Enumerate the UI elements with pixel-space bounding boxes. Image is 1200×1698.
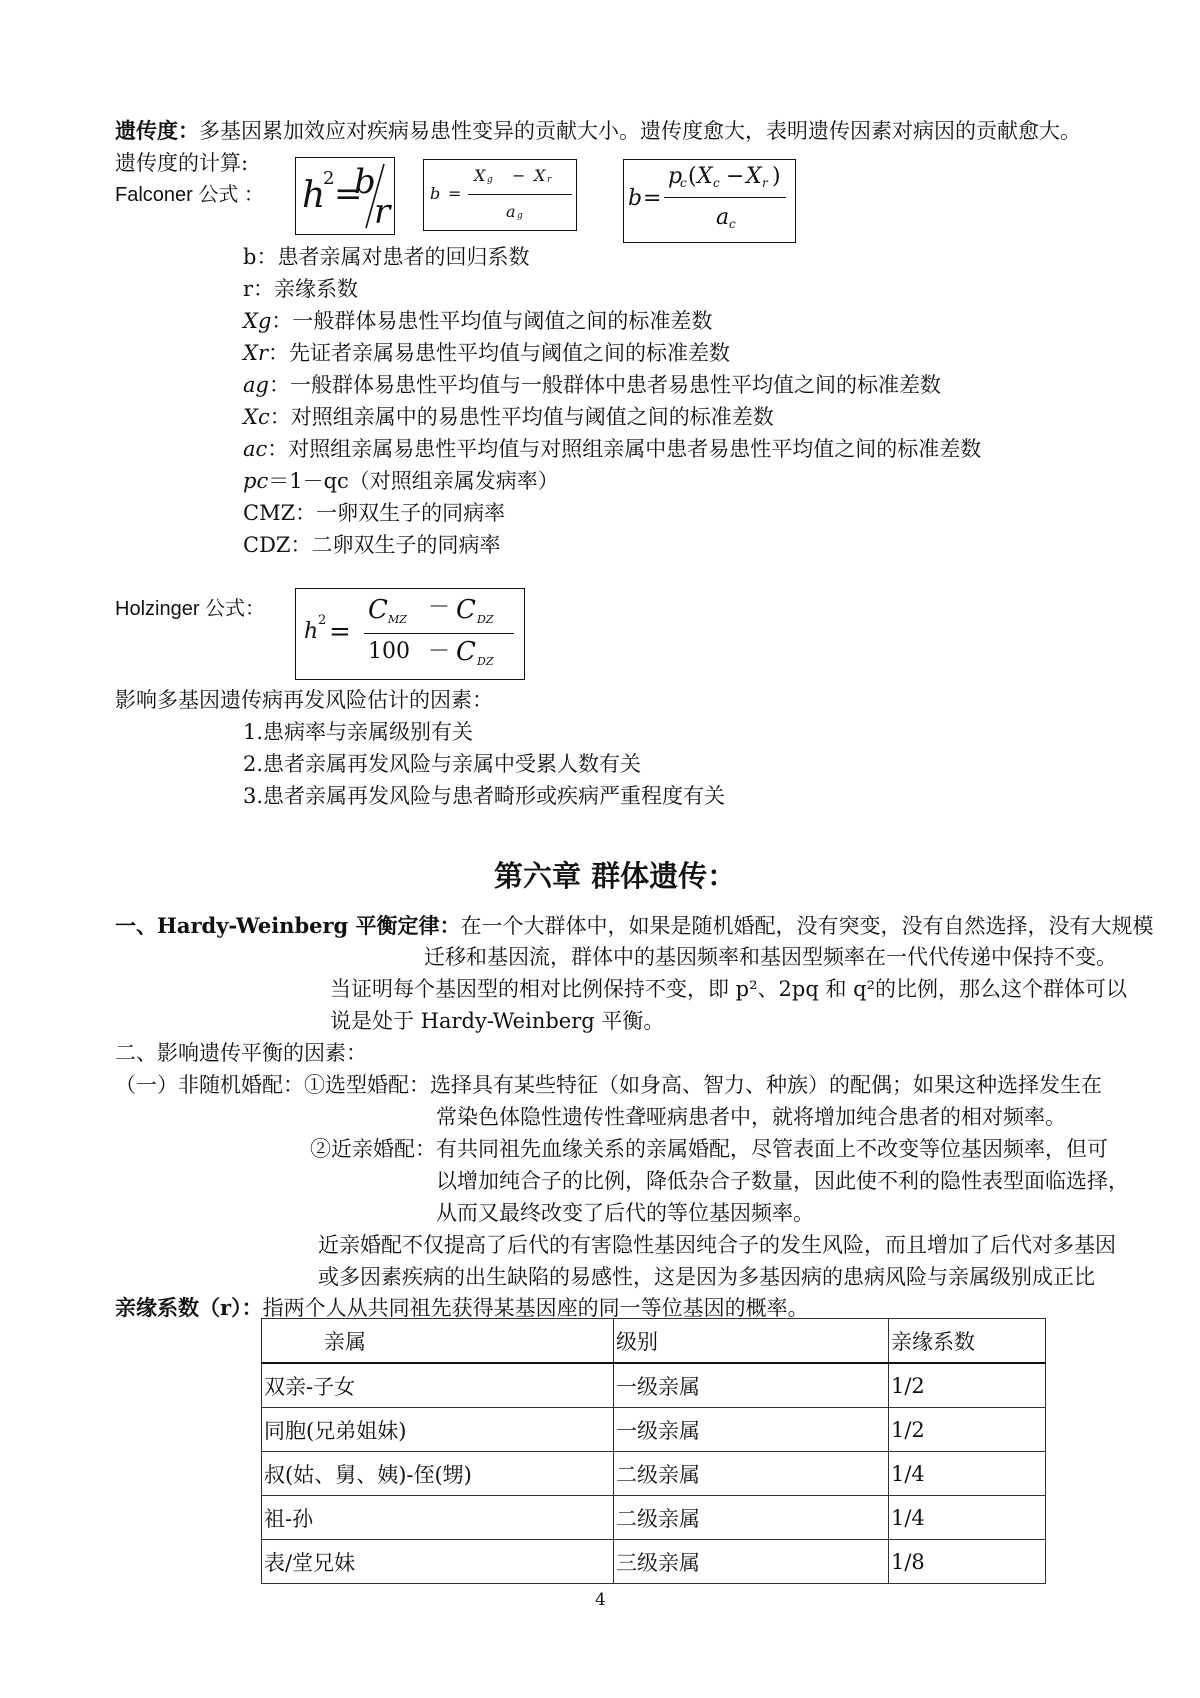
holzinger-label: Holzinger 公式：	[115, 598, 266, 620]
formula-heritability-box	[295, 157, 395, 235]
formula4-fraction-bar	[364, 633, 514, 634]
formula3-a: a	[716, 205, 730, 230]
definition-text: ：一卵双生子的同病率	[295, 501, 506, 525]
factor-item: 2.患者亲属再发风险与亲属中受累人数有关	[243, 752, 642, 776]
definition-text: ：一般群体易患性平均值与阈值之间的标准差数	[271, 309, 713, 333]
formula2-xg-sub: g	[487, 175, 493, 185]
definition-item	[243, 245, 529, 270]
definition-text: ：患者亲属对患者的回归系数	[256, 245, 530, 269]
formula-holzinger-box	[295, 588, 525, 680]
nonrandom-label: （一）非随机婚配：	[115, 1073, 304, 1097]
table-cell: 二级亲属	[614, 1496, 889, 1540]
table-header-cell: 亲属	[262, 1319, 614, 1364]
definition-text: ＝1－qc（对照组亲属发病率）	[268, 469, 559, 493]
definition-text: ：先证者亲属易患性平均值与阈值之间的标准差数	[268, 341, 730, 365]
definition-term: Xr	[243, 341, 268, 365]
definition-item	[243, 277, 358, 302]
table-cell: 双亲-子女	[262, 1363, 614, 1408]
formula3-xr-sub: r	[762, 176, 768, 190]
assortative-label: ①选型婚配：	[304, 1073, 430, 1097]
factors-heading: 影响多基因遗传病再发风险估计的因素：	[115, 688, 493, 712]
formula-control-box	[623, 159, 796, 243]
definition-term: ag	[243, 373, 269, 397]
hw-text-line3: 当证明每个基因型的相对比例保持不变，即 p²、2pq 和 q²的比例，那么这个群体可以	[330, 977, 1127, 1001]
page-number: 4	[595, 1590, 606, 1610]
table-row	[262, 1496, 1046, 1540]
calc-heading: 遗传度的计算:	[115, 151, 249, 175]
table-cell: 同胞(兄弟姐妹)	[262, 1408, 614, 1452]
formula4-c1-sub: MZ	[388, 613, 407, 626]
definition-text: ：二卵双生子的同病率	[290, 533, 501, 557]
formula3-xc: X	[697, 164, 713, 189]
table-cell: 二级亲属	[614, 1452, 889, 1496]
factor-item: 1.患病率与亲属级别有关	[243, 720, 474, 744]
formula2-minus: −	[512, 166, 526, 185]
definition-item	[243, 341, 730, 366]
table-cell: 1/4	[889, 1496, 1046, 1540]
formula3-eq: =	[643, 186, 662, 211]
assortative-text-line1: 选择具有某些特征（如身高、智力、种族）的配偶；如果这种选择发生在	[430, 1073, 1102, 1097]
heritability-label: 遗传度：	[115, 118, 199, 143]
kinship-text: 指两个人从共同祖先获得某基因座的同一等位基因的概率。	[262, 1296, 809, 1320]
definition-term: CMZ	[243, 501, 296, 525]
formula3-xr: X	[746, 164, 762, 189]
formula3-xc-sub: c	[713, 176, 720, 190]
definition-item	[243, 309, 712, 334]
table-row	[262, 1540, 1046, 1584]
formula3-p-sub: c	[680, 176, 687, 190]
formula1-num: b	[354, 162, 376, 202]
formula4-c3: C	[456, 637, 476, 667]
kinship-table	[261, 1318, 1046, 1584]
formula3-b: b	[628, 186, 643, 211]
definition-term: CDZ	[243, 533, 291, 557]
definition-term: ac	[243, 437, 268, 461]
table-header-cell: 级别	[614, 1319, 889, 1364]
formula4-c2-sub: DZ	[477, 613, 494, 626]
formula2-ag-sub: g	[517, 211, 523, 221]
assortative-text-line2: 常染色体隐性遗传性聋哑病患者中，就将增加纯合患者的相对频率。	[436, 1105, 1066, 1129]
table-cell: 祖-孙	[262, 1496, 614, 1540]
formula2-ag: a	[506, 202, 516, 221]
definition-term: Xc	[243, 405, 270, 429]
formula2-xr: X	[534, 166, 546, 185]
formula1-exp: 2	[323, 168, 335, 189]
table-header-row	[262, 1319, 1046, 1364]
hw-text-line4: 说是处于 Hardy-Weinberg 平衡。	[330, 1009, 665, 1033]
definition-term: r	[243, 277, 254, 301]
table-cell: 三级亲属	[614, 1540, 889, 1584]
formula3-close: )	[772, 164, 781, 189]
formula4-c3-sub: DZ	[477, 655, 494, 668]
factors2-heading: 二、影响遗传平衡的因素：	[115, 1041, 367, 1065]
formula3-fraction-bar	[664, 197, 786, 198]
formula2-fraction-bar	[468, 194, 572, 195]
table-cell: 1/2	[889, 1363, 1046, 1408]
formula3-minus: −	[726, 164, 745, 189]
consang-text-line2: 以增加纯合子的比例，降低杂合子数量，因此使不利的隐性表型面临选择，	[436, 1169, 1129, 1193]
definition-item	[243, 469, 559, 494]
consang-text-line3: 从而又最终改变了后代的等位基因频率。	[436, 1201, 814, 1225]
definition-item	[243, 437, 981, 462]
definition-text: ：对照组亲属中的易患性平均值与阈值之间的标准差数	[269, 405, 774, 429]
consang-line1	[310, 1137, 1108, 1162]
formula4-c1: C	[368, 595, 388, 625]
chapter-title: 第六章 群体遗传：	[494, 859, 737, 893]
heritability-paragraph	[115, 118, 1081, 144]
definition-item	[243, 501, 505, 526]
formula2-eq: =	[448, 184, 462, 203]
formula3-a-sub: c	[729, 217, 736, 231]
table-row	[262, 1408, 1046, 1452]
formula4-exp: 2	[318, 613, 327, 628]
formula3-open: (	[688, 164, 697, 189]
definition-item	[243, 405, 774, 430]
table-cell: 一级亲属	[614, 1408, 889, 1452]
table-cell: 1/8	[889, 1540, 1046, 1584]
formula1-h: h	[302, 175, 326, 216]
formula-regression-box	[423, 159, 577, 231]
formula1-den: r	[374, 192, 391, 232]
hw-text-line1: 在一个大群体中，如果是随机婚配，没有突变，没有自然选择，没有大规模	[460, 914, 1154, 938]
consang-note-line2: 或多因素疾病的出生缺陷的易感性，这是因为多基因病的患病风险与亲属级别成正比	[318, 1265, 1095, 1289]
falconer-label: Falconer 公式 ：	[115, 184, 264, 206]
heritability-definition: 多基因累加效应对疾病易患性变异的贡献大小。遗传度愈大，表明遗传因素对病因的贡献愈大。	[199, 119, 1081, 143]
formula2-xg: X	[474, 166, 486, 185]
definition-text: ：一般群体易患性平均值与一般群体中患者易患性平均值之间的标准差数	[268, 373, 941, 397]
assortative-line1	[115, 1073, 1102, 1098]
consang-text-line1: 有共同祖先血缘关系的亲属婚配，尽管表面上不改变等位基因频率，但可	[436, 1137, 1108, 1161]
table-cell: 1/4	[889, 1452, 1046, 1496]
formula2-b: b	[430, 184, 441, 203]
table-header-cell: 亲缘系数	[889, 1319, 1046, 1364]
consang-note-line1: 近亲婚配不仅提高了后代的有害隐性基因纯合子的发生风险，而且增加了后代对多基因	[318, 1233, 1116, 1257]
formula4-c2: C	[456, 595, 476, 625]
definition-term: b	[243, 245, 257, 269]
consang-label: ②近亲婚配：	[310, 1137, 436, 1161]
formula3-p: p	[668, 164, 683, 189]
formula4-hundred: 100	[368, 639, 410, 664]
hw-text-line2: 迁移和基因流，群体中的基因频率和基因型频率在一代代传递中保持不变。	[424, 945, 1117, 969]
definition-term: Xg	[243, 309, 272, 333]
table-cell: 1/2	[889, 1408, 1046, 1452]
formula2-xr-sub: r	[547, 175, 552, 185]
table-cell: 一级亲属	[614, 1363, 889, 1408]
table-row	[262, 1452, 1046, 1496]
table-cell: 叔(姑、舅、姨)-侄(甥)	[262, 1452, 614, 1496]
table-row	[262, 1363, 1046, 1408]
formula1-eq: =	[334, 174, 363, 214]
definition-item	[243, 533, 501, 558]
hw-label: 一、Hardy-Weinberg 平衡定律：	[115, 913, 461, 938]
definition-text: ：亲缘系数	[253, 277, 359, 301]
factor-item: 3.患者亲属再发风险与患者畸形或疾病严重程度有关	[243, 784, 726, 808]
definition-item	[243, 373, 941, 398]
hw-line1	[115, 913, 1154, 939]
kinship-label: 亲缘系数（r）：	[115, 1295, 263, 1320]
formula4-minus2: －	[428, 639, 451, 664]
definition-term: pc	[243, 469, 269, 493]
table-cell: 表/堂兄妹	[262, 1540, 614, 1584]
formula4-eq: =	[329, 617, 351, 647]
definition-text: ：对照组亲属易患性平均值与对照组亲属中患者易患性平均值之间的标准差数	[267, 437, 982, 461]
formula4-h: h	[304, 619, 319, 644]
formula4-minus: －	[428, 595, 451, 620]
